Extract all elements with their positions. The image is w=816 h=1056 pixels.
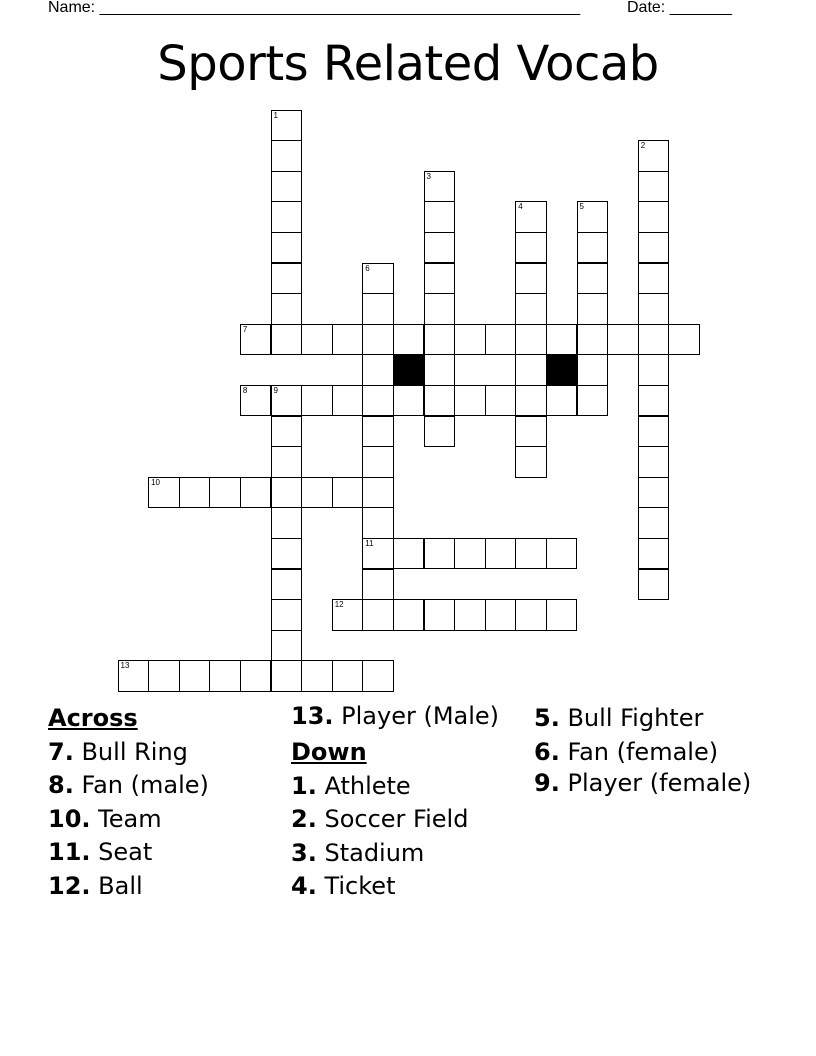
cell-number: 2 (640, 141, 646, 151)
grid-cell (515, 385, 547, 417)
grid-cell (515, 324, 547, 356)
grid-cell (271, 599, 303, 631)
clue-text: Bull Fighter (567, 704, 704, 732)
grid-cell (271, 630, 303, 662)
clue-down-4 (291, 870, 501, 904)
grid-cell (301, 324, 333, 356)
grid-cell (485, 599, 517, 631)
grid-cell (638, 201, 670, 233)
grid-cell (362, 599, 394, 631)
clue-down-3 (291, 837, 501, 871)
clue-text: Ball (98, 871, 143, 900)
date-field (627, 0, 732, 18)
grid-cell (424, 171, 456, 203)
clue-across-11 (48, 836, 253, 870)
grid-cell (638, 354, 670, 386)
clue-across-7 (48, 736, 253, 770)
grid-cell (577, 263, 609, 295)
grid-cell (638, 293, 670, 325)
grid-cell (577, 385, 609, 417)
clue-number: 11. (48, 838, 91, 866)
cell-number: 1 (273, 110, 278, 120)
grid-cell (332, 477, 364, 509)
grid-cell (271, 293, 303, 325)
clue-number: 5. (534, 704, 560, 732)
grid-cell (209, 660, 241, 692)
clue-number: 8. (48, 771, 74, 799)
grid-cell (577, 324, 609, 356)
name-field (48, 0, 580, 18)
grid-cell (638, 263, 670, 295)
grid-cell (148, 660, 180, 692)
grid-cell (271, 660, 303, 692)
grid-cell (638, 538, 670, 570)
grid-cell (546, 324, 578, 356)
grid-cell (271, 171, 303, 203)
grid-cell (515, 263, 547, 295)
grid-cell (271, 385, 303, 417)
grid-cell (393, 538, 425, 570)
clue-text: Bull Ring (81, 737, 188, 766)
grid-cell (362, 385, 394, 417)
clue-number: 13. (291, 702, 334, 730)
grid-cell (240, 324, 272, 356)
grid-cell (209, 477, 241, 509)
grid-cell (638, 324, 670, 356)
grid-cell (271, 477, 303, 509)
grid-cell (271, 110, 303, 142)
grid-cell (179, 477, 211, 509)
clues-column-2 (291, 702, 501, 904)
grid-cell (485, 385, 517, 417)
clue-text: Team (98, 804, 162, 833)
grid-cell (332, 324, 364, 356)
clue-across-10 (48, 803, 253, 837)
cell-number: 3 (426, 171, 431, 181)
clue-down-2 (291, 803, 501, 837)
grid-cell (362, 507, 394, 539)
grid-cell (638, 569, 670, 601)
grid-cell (577, 293, 609, 325)
grid-cell (240, 477, 272, 509)
grid-cell (301, 385, 333, 417)
grid-cell (515, 538, 547, 570)
grid-cell (118, 660, 150, 692)
grid-cell (424, 538, 456, 570)
clue-number: 9. (534, 769, 560, 797)
grid-cell (424, 324, 456, 356)
grid-cell (271, 416, 303, 448)
grid-cell (332, 660, 364, 692)
grid-cell (454, 324, 486, 356)
cell-number: 5 (579, 202, 584, 212)
clue-text: Fan (male) (81, 771, 209, 799)
cell-number: 10 (151, 477, 160, 487)
grid-cell (454, 538, 486, 570)
name-line: ______________________________________________________ (99, 0, 581, 16)
grid-cell (362, 569, 394, 601)
page-title: Sports Related Vocab (157, 36, 659, 92)
grid-cell (424, 416, 456, 448)
grid-cell (362, 538, 394, 570)
down-heading: Down (291, 738, 367, 766)
cell-number: 11 (365, 538, 374, 548)
clue-number: 3. (291, 838, 317, 867)
grid-cell (271, 446, 303, 478)
grid-cell (424, 201, 456, 233)
grid-cell (577, 201, 609, 233)
grid-cell (271, 324, 303, 356)
grid-cell (638, 446, 670, 478)
grid-cell (454, 599, 486, 631)
grid-cell (332, 385, 364, 417)
clue-down-1 (291, 770, 501, 804)
grid-cell (424, 293, 456, 325)
grid-cell (271, 569, 303, 601)
grid-cell (515, 446, 547, 478)
grid-cell (485, 538, 517, 570)
clue-across-13 (291, 702, 501, 730)
grid-cell (454, 385, 486, 417)
across-heading: Across (48, 704, 138, 732)
grid-cell (179, 660, 211, 692)
clues-column-1 (48, 702, 253, 903)
grid-cell (362, 477, 394, 509)
clue-number: 7. (48, 737, 74, 766)
grid-cell (515, 201, 547, 233)
grid-cell (362, 354, 394, 386)
grid-cell (546, 538, 578, 570)
black-cell (393, 354, 425, 386)
grid-cell (271, 507, 303, 539)
clue-number: 4. (291, 872, 317, 900)
grid-cell (393, 599, 425, 631)
cell-number: 7 (242, 324, 248, 334)
grid-cell (393, 385, 425, 417)
clue-number: 1. (291, 771, 317, 800)
clue-down-9 (534, 769, 764, 797)
grid-cell (271, 140, 303, 172)
grid-cell (424, 599, 456, 631)
grid-cell (362, 446, 394, 478)
clue-across-8 (48, 769, 253, 803)
grid-cell (332, 599, 364, 631)
grid-cell (638, 477, 670, 509)
clue-across-12 (48, 870, 253, 904)
clues-column-3 (534, 702, 764, 803)
grid-cell (393, 324, 425, 356)
grid-cell (424, 263, 456, 295)
grid-cell (515, 599, 547, 631)
grid-cell (577, 232, 609, 264)
grid-cell (240, 660, 272, 692)
clue-number: 6. (534, 737, 560, 766)
grid-cell (638, 140, 670, 172)
grid-cell (362, 293, 394, 325)
grid-cell (362, 263, 394, 295)
cell-number: 8 (242, 385, 248, 395)
clue-text: Fan (female) (567, 737, 719, 766)
grid-cell (638, 507, 670, 539)
grid-cell (668, 324, 700, 356)
grid-cell (362, 324, 394, 356)
cell-number: 13 (120, 661, 130, 671)
grid-cell (148, 477, 180, 509)
clue-number: 10. (48, 804, 91, 833)
clue-down-5 (534, 702, 764, 736)
grid-cell (271, 263, 303, 295)
cell-number: 4 (518, 202, 523, 212)
clue-text: Soccer Field (324, 805, 469, 833)
cell-number: 6 (365, 263, 370, 273)
grid-cell (607, 324, 639, 356)
grid-cell (515, 354, 547, 386)
grid-cell (301, 477, 333, 509)
grid-cell (362, 416, 394, 448)
grid-cell (424, 232, 456, 264)
grid-cell (515, 293, 547, 325)
cell-number: 9 (273, 385, 278, 395)
grid-cell (362, 660, 394, 692)
clue-number: 12. (48, 871, 91, 900)
black-cell (546, 354, 578, 386)
clue-text: Athlete (324, 771, 411, 800)
grid-cell (271, 201, 303, 233)
grid-cell (271, 538, 303, 570)
clue-text: Player (female) (567, 769, 752, 797)
clue-text: Ticket (324, 872, 396, 900)
clue-down-6 (534, 736, 764, 770)
grid-cell (301, 660, 333, 692)
grid-cell (638, 416, 670, 448)
grid-cell (515, 232, 547, 264)
grid-cell (424, 385, 456, 417)
grid-cell (577, 354, 609, 386)
cell-number: 12 (334, 600, 344, 610)
grid-cell (638, 232, 670, 264)
clue-text: Player (Male) (341, 702, 500, 730)
name-label: Name: (48, 0, 96, 16)
date-label: Date: (627, 0, 666, 16)
grid-cell (515, 416, 547, 448)
clue-number: 2. (291, 805, 317, 833)
grid-cell (240, 385, 272, 417)
grid-cell (638, 385, 670, 417)
date-line: _______ (669, 0, 732, 16)
grid-cell (485, 324, 517, 356)
clue-text: Seat (98, 838, 153, 866)
grid-cell (271, 232, 303, 264)
grid-cell (638, 171, 670, 203)
grid-cell (424, 354, 456, 386)
grid-cell (546, 599, 578, 631)
clue-text: Stadium (324, 838, 425, 867)
grid-cell (546, 385, 578, 417)
